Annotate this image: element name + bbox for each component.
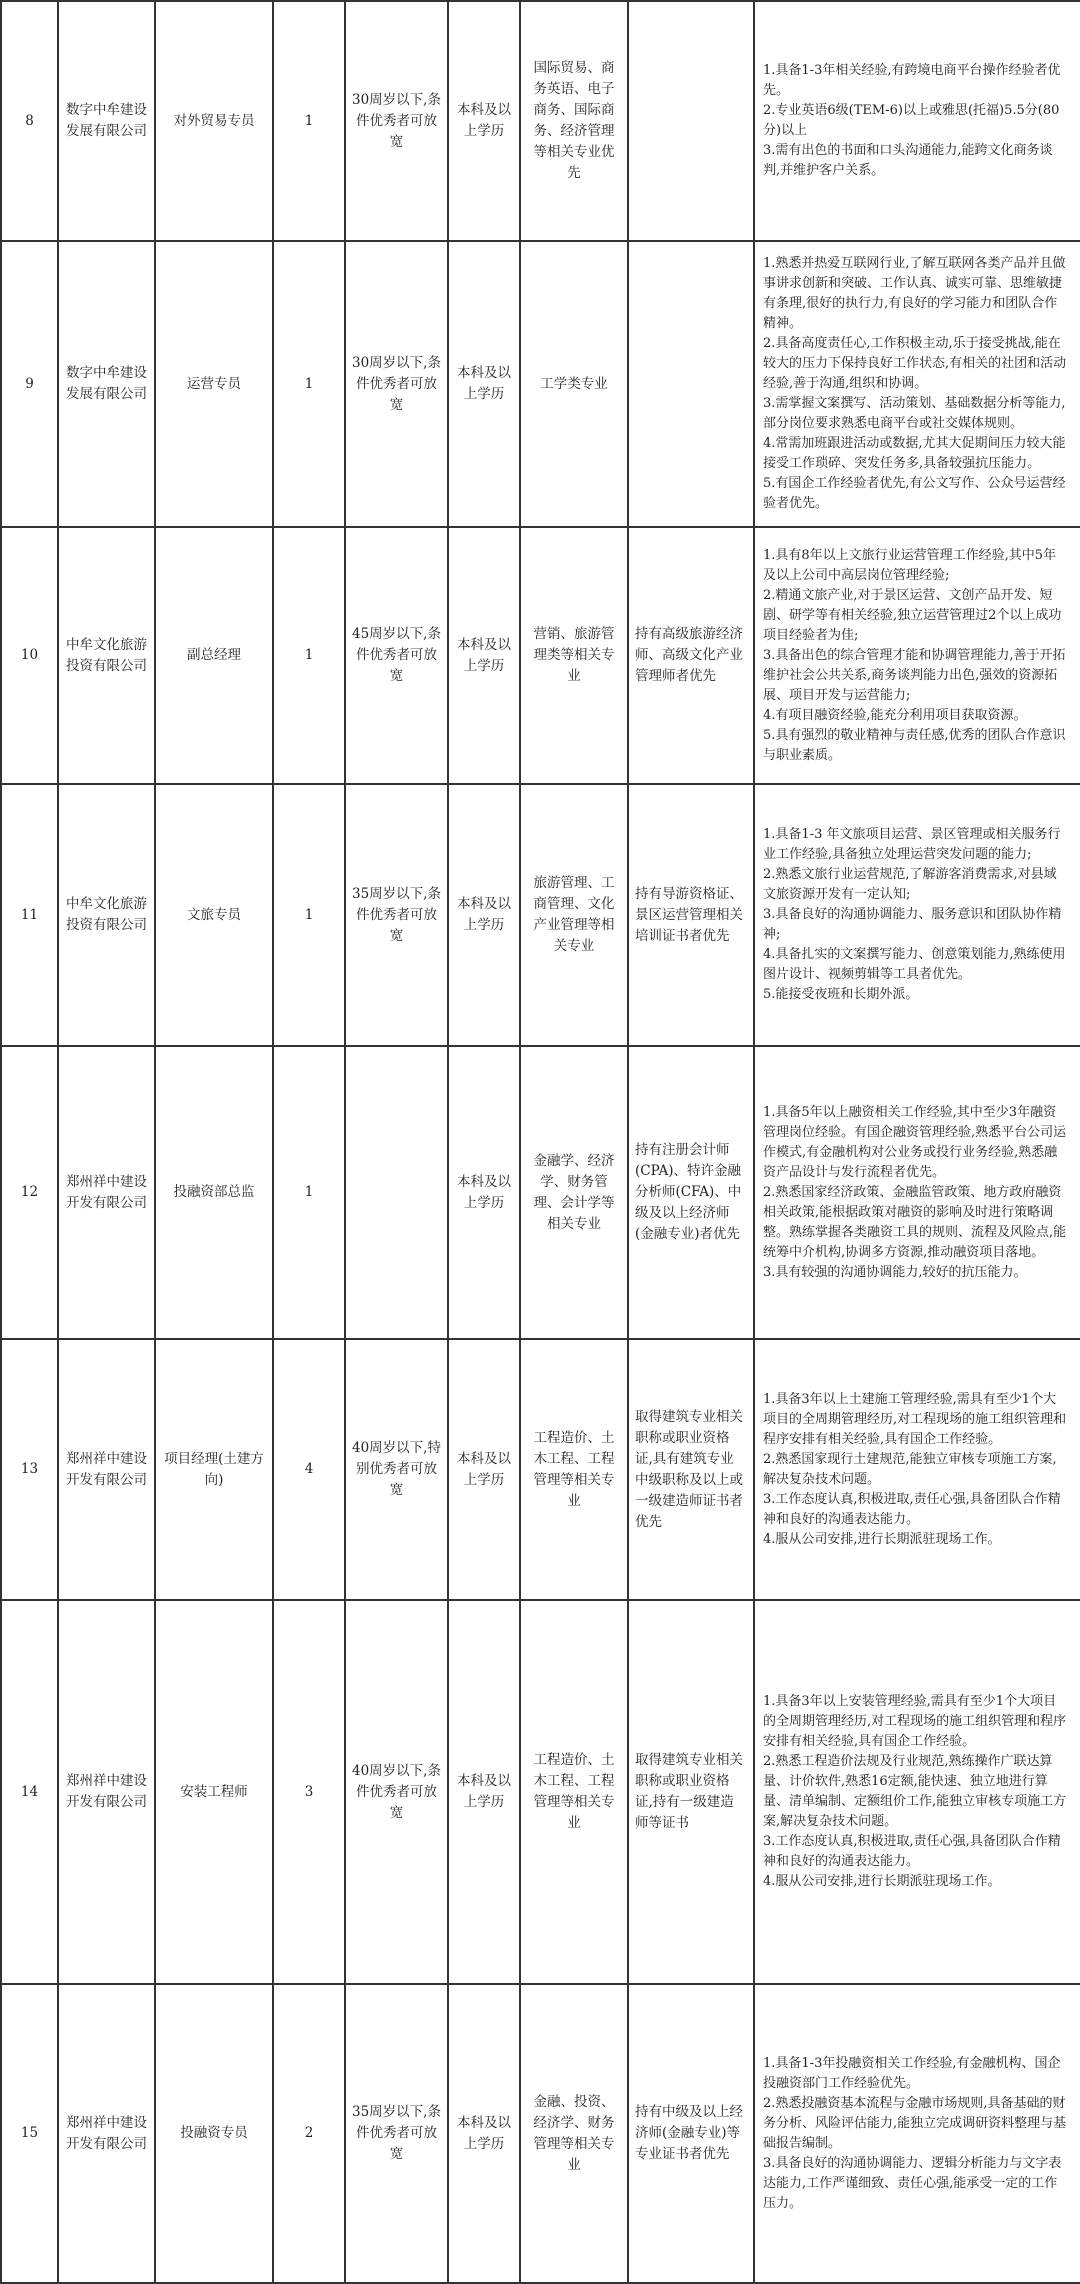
- position-count: 1: [273, 527, 345, 784]
- company-name: 郑州祥中建设开发有限公司: [58, 1339, 155, 1600]
- job-requirements: 1.具备1-3年投融资相关工作经验,有金融机构、国企投融资部门工作经验优先。 2.熟悉投融资基本流程与金融市场规则,具备基础的财务分析、风险评估能力,能独立完成调研资料整理与基础报告编制。 3.具备良好的沟通协调能力、逻辑分析能力与文字表达能力,工作严谨细致、责任心强,能承受一定的工作压力。: [754, 1984, 1080, 2283]
- age-requirement: 40周岁以下,特别优秀者可放宽: [345, 1339, 448, 1600]
- position-name: 投融资专员: [155, 1984, 273, 2283]
- row-number: 11: [1, 784, 58, 1046]
- job-requirements: 1.具有8年以上文旅行业运营管理工作经验,其中5年及以上公司中高层岗位管理经验; 2.精通文旅产业,对于景区运营、文创产品开发、短剧、研学等有相关经验,独立运营管理过2个以上成功项目经验者为佳; 3.具备出色的综合管理才能和协调管理能力,善于开拓维护社会公共关系,商务谈判能力出色,强效的资源拓展、项目开发与运营能力; 4.有项目融资经验,能充分利用项目获取资源。 5.具有强烈的敬业精神与责任感,优秀的团队合作意识与职业素质。: [754, 527, 1080, 784]
- position-count: 1: [273, 1, 345, 241]
- age-requirement: 45周岁以下,条件优秀者可放宽: [345, 527, 448, 784]
- job-requirements: 1.具备1-3年相关经验,有跨境电商平台操作经验者优先。 2.专业英语6级(TEM-6)以上或雅思(托福)5.5分(80分)以上 3.需有出色的书面和口头沟通能力,能跨文化商务谈判,并维护客户关系。: [754, 1, 1080, 241]
- row-number: 12: [1, 1046, 58, 1339]
- position-name: 对外贸易专员: [155, 1, 273, 241]
- major-requirement: 金融学、经济学、财务管理、会计学等相关专业: [520, 1046, 628, 1339]
- position-count: 4: [273, 1339, 345, 1600]
- major-requirement: 工学类专业: [520, 241, 628, 527]
- table-row: [1, 1339, 1080, 1600]
- table-row: [1, 1, 1080, 241]
- age-requirement: 40周岁以下,条件优秀者可放宽: [345, 1600, 448, 1984]
- certificate-requirement: [628, 241, 754, 527]
- position-count: 1: [273, 241, 345, 527]
- table-row: [1, 527, 1080, 784]
- major-requirement: 国际贸易、商务英语、电子商务、国际商务、经济管理等相关专业优先: [520, 1, 628, 241]
- education-requirement: 本科及以上学历: [448, 1046, 520, 1339]
- table-row: [1, 1046, 1080, 1339]
- position-name: 项目经理(土建方向): [155, 1339, 273, 1600]
- position-count: 3: [273, 1600, 345, 1984]
- certificate-requirement: 持有注册会计师(CPA)、特许金融分析师(CFA)、中级及以上经济师(金融专业)者优先: [628, 1046, 754, 1339]
- major-requirement: 金融、投资、经济学、财务管理等相关专业: [520, 1984, 628, 2283]
- education-requirement: 本科及以上学历: [448, 784, 520, 1046]
- row-number: 14: [1, 1600, 58, 1984]
- education-requirement: 本科及以上学历: [448, 1600, 520, 1984]
- position-count: 1: [273, 1046, 345, 1339]
- certificate-requirement: 持有高级旅游经济师、高级文化产业管理师者优先: [628, 527, 754, 784]
- certificate-requirement: [628, 1, 754, 241]
- row-number: 8: [1, 1, 58, 241]
- major-requirement: 旅游管理、工商管理、文化产业管理等相关专业: [520, 784, 628, 1046]
- certificate-requirement: 取得建筑专业相关职称或职业资格证,具有建筑专业中级职称及以上或一级建造师证书者优先: [628, 1339, 754, 1600]
- company-name: 数字中牟建设发展有限公司: [58, 1, 155, 241]
- age-requirement: 30周岁以下,条件优秀者可放宽: [345, 241, 448, 527]
- company-name: 中牟文化旅游投资有限公司: [58, 527, 155, 784]
- job-requirements: 1.具备3年以上土建施工管理经验,需具有至少1个大项目的全周期管理经历,对工程现场的施工组织管理和程序安排有相关经验,具有国企工作经验。 2.熟悉国家现行土建规范,能独立审核专项施工方案,解决复杂技术问题。 3.工作态度认真,积极进取,责任心强,具备团队合作精神和良好的沟通表达能力。 4.服从公司安排,进行长期派驻现场工作。: [754, 1339, 1080, 1600]
- company-name: 中牟文化旅游投资有限公司: [58, 784, 155, 1046]
- table-row: [1, 1600, 1080, 1984]
- job-requirements: 1.具备5年以上融资相关工作经验,其中至少3年融资管理岗位经验。有国企融资管理经验,熟悉平台公司运作模式,有金融机构对公业务或投行业务经验,熟悉融资产品设计与发行流程者优先。 2.熟悉国家经济政策、金融监管政策、地方政府融资相关政策,能根据政策对融资的影响及时进行策略调整。熟练掌握各类融资工具的规则、流程及风险点,能统筹中介机构,协调多方资源,推动融资项目落地。 3.具有较强的沟通协调能力,较好的抗压能力。: [754, 1046, 1080, 1339]
- position-name: 安装工程师: [155, 1600, 273, 1984]
- table-row: [1, 784, 1080, 1046]
- major-requirement: 工程造价、土木工程、工程管理等相关专业: [520, 1339, 628, 1600]
- position-name: 运营专员: [155, 241, 273, 527]
- company-name: 数字中牟建设发展有限公司: [58, 241, 155, 527]
- certificate-requirement: 取得建筑专业相关职称或职业资格证,持有一级建造师等证书: [628, 1600, 754, 1984]
- education-requirement: 本科及以上学历: [448, 527, 520, 784]
- row-number: 13: [1, 1339, 58, 1600]
- row-number: 15: [1, 1984, 58, 2283]
- age-requirement: 35周岁以下,条件优秀者可放宽: [345, 784, 448, 1046]
- position-count: 2: [273, 1984, 345, 2283]
- certificate-requirement: 持有中级及以上经济师(金融专业)等专业证书者优先: [628, 1984, 754, 2283]
- major-requirement: 营销、旅游管理类等相关专业: [520, 527, 628, 784]
- position-name: 投融资部总监: [155, 1046, 273, 1339]
- major-requirement: 工程造价、土木工程、工程管理等相关专业: [520, 1600, 628, 1984]
- education-requirement: 本科及以上学历: [448, 1339, 520, 1600]
- age-requirement: [345, 1046, 448, 1339]
- company-name: 郑州祥中建设开发有限公司: [58, 1046, 155, 1339]
- education-requirement: 本科及以上学历: [448, 1, 520, 241]
- job-requirements: 1.熟悉并热爱互联网行业,了解互联网各类产品并且做事讲求创新和突破、工作认真、诚实可靠、思维敏捷有条理,很好的执行力,有良好的学习能力和团队合作精神。 2.具备高度责任心,工作积极主动,乐于接受挑战,能在较大的压力下保持良好工作状态,有相关的社团和活动经验,善于沟通,组织和协调。 3.需掌握文案撰写、活动策划、基础数据分析等能力,部分岗位要求熟悉电商平台或社交媒体规则。 4.常需加班跟进活动或数据,尤其大促期间压力较大能接受工作琐碎、突发任务多,具备较强抗压能力。 5.有国企工作经验者优先,有公文写作、公众号运营经验者优先。: [754, 241, 1080, 527]
- age-requirement: 30周岁以下,条件优秀者可放宽: [345, 1, 448, 241]
- table-row: [1, 241, 1080, 527]
- education-requirement: 本科及以上学历: [448, 1984, 520, 2283]
- row-number: 10: [1, 527, 58, 784]
- company-name: 郑州祥中建设开发有限公司: [58, 1984, 155, 2283]
- position-name: 文旅专员: [155, 784, 273, 1046]
- education-requirement: 本科及以上学历: [448, 241, 520, 527]
- row-number: 9: [1, 241, 58, 527]
- position-count: 1: [273, 784, 345, 1046]
- certificate-requirement: 持有导游资格证、景区运营管理相关培训证书者优先: [628, 784, 754, 1046]
- position-name: 副总经理: [155, 527, 273, 784]
- table-row: [1, 1984, 1080, 2283]
- age-requirement: 35周岁以下,条件优秀者可放宽: [345, 1984, 448, 2283]
- job-requirements: 1.具备1-3 年文旅项目运营、景区管理或相关服务行业工作经验,具备独立处理运营突发问题的能力; 2.熟悉文旅行业运营规范,了解游客消费需求,对县域文旅资源开发有一定认知; 3.具备良好的沟通协调能力、服务意识和团队协作精神; 4.具备扎实的文案撰写能力、创意策划能力,熟练使用图片设计、视频剪辑等工具者优先。 5.能接受夜班和长期外派。: [754, 784, 1080, 1046]
- job-requirements: 1.具备3年以上安装管理经验,需具有至少1个大项目的全周期管理经历,对工程现场的施工组织管理和程序安排有相关经验,具有国企工作经验。 2.熟悉工程造价法规及行业规范,熟练操作广联达算量、计价软件,熟悉16定额,能快速、独立地进行算量、清单编制、定额组价工作,能独立审核专项施工方案,解决复杂技术问题。 3.工作态度认真,积极进取,责任心强,具备团队合作精神和良好的沟通表达能力。 4.服从公司安排,进行长期派驻现场工作。: [754, 1600, 1080, 1984]
- company-name: 郑州祥中建设开发有限公司: [58, 1600, 155, 1984]
